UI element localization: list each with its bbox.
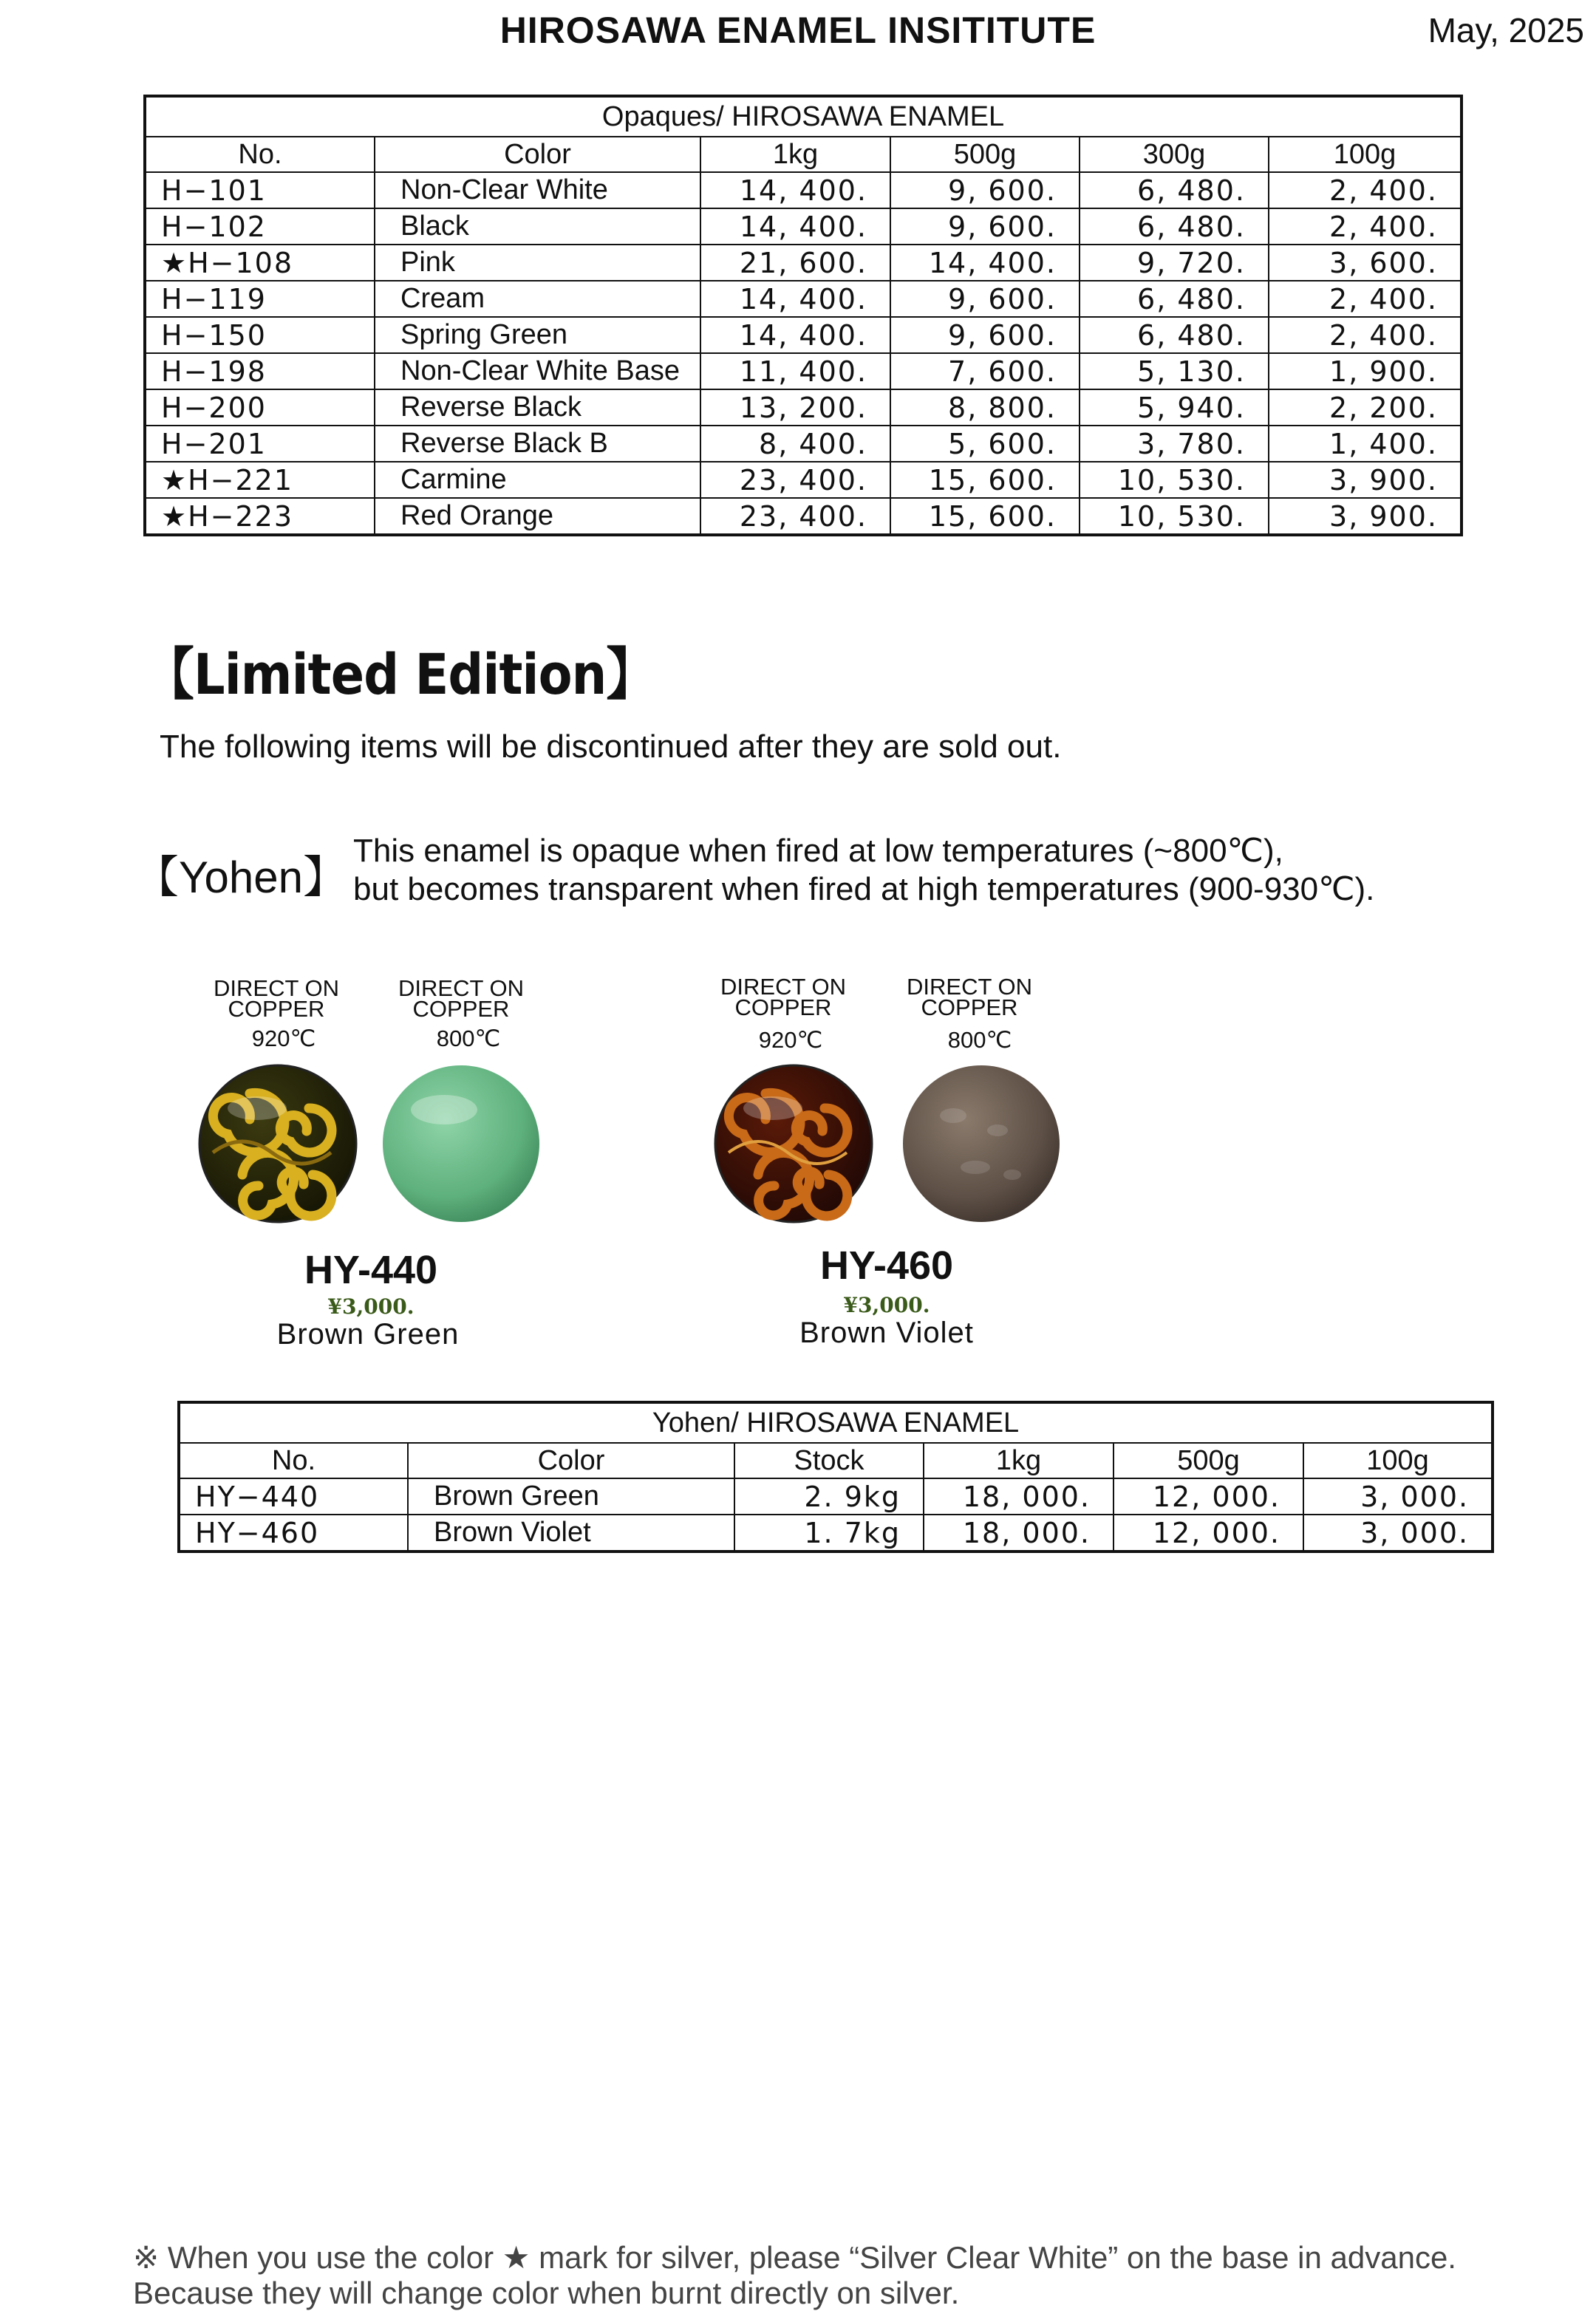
price-cell: 12, 000. <box>1114 1478 1303 1515</box>
table-row <box>145 462 1462 498</box>
enamel-swatch-swirl-gold <box>198 1064 358 1223</box>
price-cell: 10, 530. <box>1080 498 1269 535</box>
column-header: 1kg <box>924 1443 1114 1478</box>
price-cell: 9, 600. <box>890 172 1080 208</box>
color-name: Black <box>375 208 700 245</box>
swatch-caption: DIRECT ON COPPER <box>214 975 339 1022</box>
product-price: ¥3,000. <box>327 1294 415 1319</box>
price-cell: 13, 200. <box>700 389 890 426</box>
enamel-swatch-swirl-red <box>714 1064 873 1223</box>
sample-group-hy-440 <box>185 975 569 1359</box>
price-cell: 23, 400. <box>700 462 890 498</box>
price-cell: 14, 400. <box>890 245 1080 281</box>
color-name: Brown Violet <box>408 1515 734 1552</box>
price-cell: 12, 000. <box>1114 1515 1303 1552</box>
price-cell: 6, 480. <box>1080 281 1269 317</box>
price-cell: 3, 900. <box>1269 498 1462 535</box>
document-title: HIROSAWA ENAMEL INSITITUTE <box>499 10 1097 51</box>
item-number: H−200 <box>145 389 375 426</box>
product-price: ¥3,000. <box>843 1293 930 1317</box>
color-name: Reverse Black <box>375 389 700 426</box>
price-cell: 23, 400. <box>700 498 890 535</box>
swatch-caption: DIRECT ON COPPER <box>398 975 524 1022</box>
price-cell: 2, 400. <box>1269 281 1462 317</box>
price-cell: 10, 530. <box>1080 462 1269 498</box>
table-row <box>145 317 1462 353</box>
yohen-description-line: This enamel is opaque when fired at low temperatures (~800℃), <box>353 833 1283 869</box>
column-header: 100g <box>1269 137 1462 172</box>
price-cell: 6, 480. <box>1080 317 1269 353</box>
table-row <box>145 426 1462 462</box>
swatch-temp: 800℃ <box>947 1027 1012 1053</box>
price-cell: 15, 600. <box>890 498 1080 535</box>
price-cell: 21, 600. <box>700 245 890 281</box>
item-number: HY−460 <box>179 1515 408 1552</box>
color-name: Non-Clear White <box>375 172 700 208</box>
column-header: No. <box>179 1443 408 1478</box>
price-cell: 9, 600. <box>890 281 1080 317</box>
item-number: ★H−108 <box>145 245 375 281</box>
table-row <box>145 208 1462 245</box>
item-number: ★H−223 <box>145 498 375 535</box>
column-header: 1kg <box>700 137 890 172</box>
limited-edition-heading: 【Limited Edition】 <box>145 641 655 707</box>
price-cell: 15, 600. <box>890 462 1080 498</box>
color-name: Spring Green <box>375 317 700 353</box>
product-color-name: Brown Green <box>276 1318 460 1351</box>
table-row <box>179 1515 1493 1552</box>
column-header: 300g <box>1080 137 1269 172</box>
price-cell: 11, 400. <box>700 353 890 389</box>
swatch-temp: 920℃ <box>758 1027 823 1053</box>
product-code: HY-440 <box>304 1248 438 1292</box>
footnote-line: ※ When you use the color ★ mark for silver, please “Silver Clear White” on the base in advance. <box>133 2240 1456 2275</box>
table-row <box>145 498 1462 535</box>
price-cell: 18, 000. <box>924 1478 1114 1515</box>
price-cell: 18, 000. <box>924 1515 1114 1552</box>
column-header: Color <box>408 1443 734 1478</box>
color-name: Non-Clear White Base <box>375 353 700 389</box>
price-cell: 3, 000. <box>1303 1478 1493 1515</box>
price-cell: 3, 900. <box>1269 462 1462 498</box>
table-row <box>145 245 1462 281</box>
price-cell: 14, 400. <box>700 172 890 208</box>
price-cell: 14, 400. <box>700 208 890 245</box>
opaques-price-table <box>143 95 1463 536</box>
yohen-description <box>353 832 1374 909</box>
item-number: HY−440 <box>179 1478 408 1515</box>
table-row <box>145 389 1462 426</box>
price-cell: 5, 130. <box>1080 353 1269 389</box>
price-cell: 8, 800. <box>890 389 1080 426</box>
table-row <box>145 353 1462 389</box>
color-name: Carmine <box>375 462 700 498</box>
item-number: ★H−221 <box>145 462 375 498</box>
table-caption: Opaques/ HIROSAWA ENAMEL <box>145 96 1462 137</box>
discontinued-note: The following items will be discontinued after they are sold out. <box>160 728 1062 765</box>
price-cell: 2, 400. <box>1269 317 1462 353</box>
item-number: H−119 <box>145 281 375 317</box>
price-cell: 14, 400. <box>700 281 890 317</box>
enamel-swatch-jade <box>381 1064 541 1223</box>
product-code: HY-460 <box>819 1243 954 1288</box>
price-cell: 3, 780. <box>1080 426 1269 462</box>
swatch-caption: DIRECT ON COPPER <box>907 974 1032 1020</box>
product-color-name: Brown Violet <box>799 1317 974 1349</box>
item-number: H−150 <box>145 317 375 353</box>
price-cell: 2, 400. <box>1269 208 1462 245</box>
color-name: Pink <box>375 245 700 281</box>
document-date: May, 2025 <box>1428 11 1584 50</box>
yohen-description-line: but becomes transparent when fired at high temperatures (900-930℃). <box>353 871 1375 907</box>
price-cell: 7, 600. <box>890 353 1080 389</box>
price-cell: 9, 600. <box>890 317 1080 353</box>
enamel-swatch-taupe <box>901 1064 1061 1223</box>
color-name: Brown Green <box>408 1478 734 1515</box>
column-header: 500g <box>890 137 1080 172</box>
price-cell: 6, 480. <box>1080 172 1269 208</box>
price-cell: 1, 900. <box>1269 353 1462 389</box>
price-cell: 8, 400. <box>700 426 890 462</box>
footnote-line: Because they will change color when burnt directly on silver. <box>133 2276 960 2310</box>
price-cell: 5, 940. <box>1080 389 1269 426</box>
color-name: Reverse Black B <box>375 426 700 462</box>
footnote <box>133 2240 1456 2311</box>
column-header: Stock <box>734 1443 924 1478</box>
sample-group-hy-460 <box>692 974 1076 1358</box>
yohen-price-table <box>177 1401 1494 1553</box>
color-name: Cream <box>375 281 700 317</box>
color-name: Red Orange <box>375 498 700 535</box>
item-number: H−102 <box>145 208 375 245</box>
column-header: Color <box>375 137 700 172</box>
price-cell: 1. 7kg <box>734 1515 924 1552</box>
price-cell: 5, 600. <box>890 426 1080 462</box>
price-cell: 2. 9kg <box>734 1478 924 1515</box>
price-cell: 9, 600. <box>890 208 1080 245</box>
price-cell: 9, 720. <box>1080 245 1269 281</box>
table-caption: Yohen/ HIROSAWA ENAMEL <box>179 1402 1493 1443</box>
price-cell: 1, 400. <box>1269 426 1462 462</box>
table-row <box>145 172 1462 208</box>
price-cell: 14, 400. <box>700 317 890 353</box>
item-number: H−198 <box>145 353 375 389</box>
column-header: 500g <box>1114 1443 1303 1478</box>
item-number: H−101 <box>145 172 375 208</box>
price-cell: 6, 480. <box>1080 208 1269 245</box>
swatch-temp: 800℃ <box>436 1025 501 1051</box>
price-cell: 3, 000. <box>1303 1515 1493 1552</box>
table-row <box>179 1478 1493 1515</box>
price-cell: 2, 400. <box>1269 172 1462 208</box>
item-number: H−201 <box>145 426 375 462</box>
swatch-caption: DIRECT ON COPPER <box>720 974 846 1020</box>
column-header: No. <box>145 137 375 172</box>
table-row <box>145 281 1462 317</box>
price-cell: 3, 600. <box>1269 245 1462 281</box>
yohen-label: 【Yohen】 <box>134 853 347 902</box>
swatch-temp: 920℃ <box>251 1025 316 1051</box>
price-cell: 2, 200. <box>1269 389 1462 426</box>
column-header: 100g <box>1303 1443 1493 1478</box>
